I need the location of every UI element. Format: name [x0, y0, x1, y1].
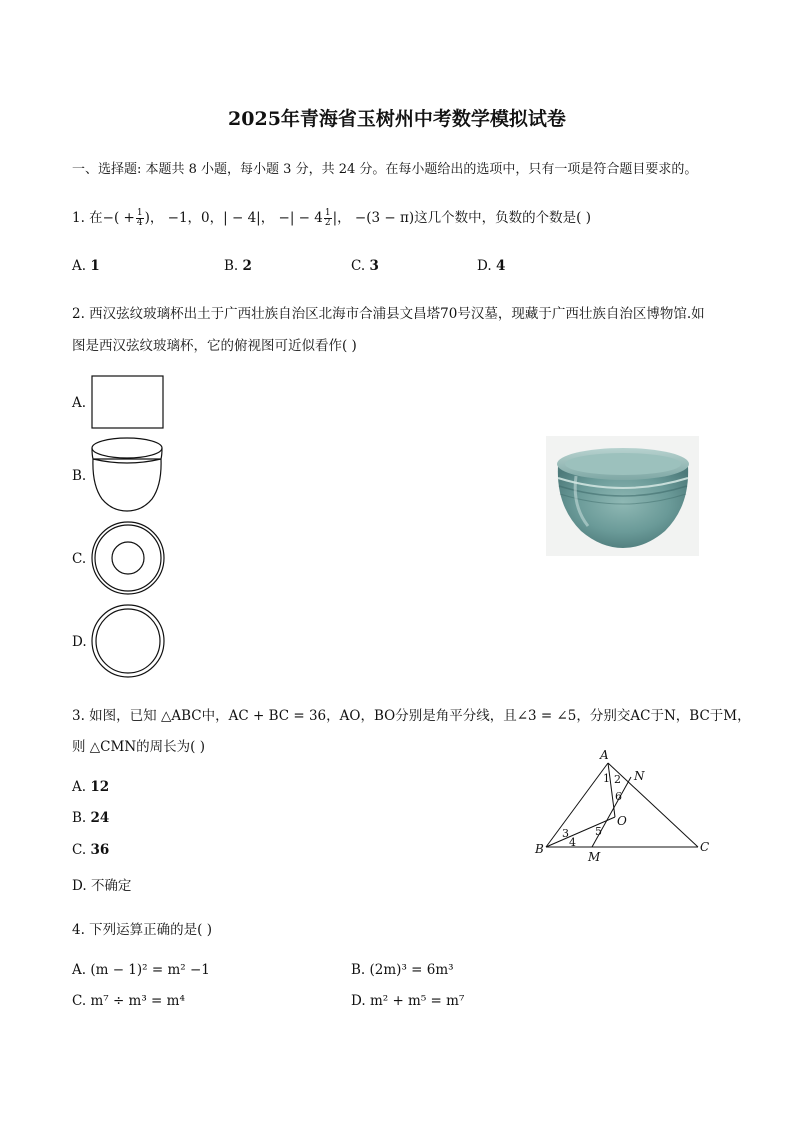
- q3-line1: 3. 如图，已知 △ABC中，AC + BC = 36，AO，BO分别是角平分线，且∠3 = ∠5，分别交AC于N，BC于M，: [72, 708, 751, 724]
- glass-bowl-photo: [546, 436, 699, 556]
- q1-option-c[interactable]: C. 3: [351, 258, 379, 274]
- q2-option-a-rectangle-figure: [91, 375, 165, 429]
- q1-fraction-1: $\frac{1}{4}$: [136, 208, 143, 228]
- angle-label-4: 4: [569, 836, 576, 849]
- q1-option-b[interactable]: B. 2: [224, 258, 252, 274]
- q4-option-c[interactable]: C. m⁷ ÷ m³ = m⁴: [72, 993, 185, 1009]
- label-n: N: [634, 769, 645, 783]
- q4-option-a[interactable]: A. (m − 1)² = m² −1: [72, 962, 210, 978]
- q4-stem: 4. 下列运算正确的是( ): [72, 922, 212, 938]
- angle-label-6: 6: [615, 790, 622, 803]
- q1-option-a[interactable]: A. 1: [72, 258, 100, 274]
- q2-option-a[interactable]: A.: [72, 395, 87, 411]
- q1-part2: )， −1，0，| − 4|， −| − 4: [144, 210, 323, 226]
- q3-option-c[interactable]: C. 36: [72, 842, 110, 858]
- q2-option-d-circles-figure: [90, 603, 166, 679]
- q3-option-a[interactable]: A. 12: [72, 779, 110, 795]
- q1-part1: −( +: [102, 210, 135, 226]
- q2-option-c-circles-figure: [90, 520, 166, 596]
- segment-bo: [546, 817, 615, 847]
- page-title: 2025年青海省玉树州中考数学模拟试卷: [228, 108, 566, 130]
- label-a: A: [600, 748, 609, 762]
- angle-label-5: 5: [595, 825, 602, 838]
- q3-option-d[interactable]: D. 不确定: [72, 878, 132, 894]
- angle-label-1: 1: [603, 772, 610, 785]
- label-b: B: [535, 842, 544, 856]
- angle-label-3: 3: [562, 827, 569, 840]
- q3-line2: 则 △CMN的周长为( ): [72, 739, 205, 755]
- q1-option-d[interactable]: D. 4: [477, 258, 506, 274]
- label-c: C: [700, 840, 710, 854]
- q1-part3: |， −(3 − π)这几个数中，负数的个数是( ): [332, 210, 591, 226]
- q1-prefix: 1. 在: [72, 210, 103, 226]
- q2-option-c[interactable]: C.: [72, 551, 87, 567]
- label-o: O: [617, 814, 627, 828]
- q2-option-d[interactable]: D.: [72, 634, 87, 650]
- angle-label-2: 2: [614, 773, 621, 786]
- q2-option-b[interactable]: B.: [72, 468, 87, 484]
- q4-option-b[interactable]: B. (2m)³ = 6m³: [351, 962, 454, 978]
- q2-option-b-bowl-figure: [90, 437, 164, 513]
- glass-bowl-drawing: [546, 436, 699, 556]
- side-ac: [608, 763, 698, 847]
- question-1: [72, 206, 591, 228]
- label-m: M: [588, 850, 601, 864]
- q4-option-d[interactable]: D. m² + m⁵ = m⁷: [351, 993, 465, 1009]
- triangle-abc-figure: [530, 745, 720, 865]
- q1-fraction-2: $\frac{1}{2}$: [324, 208, 331, 228]
- q2-line1: 2. 西汉弦纹玻璃杯出土于广西壮族自治区北海市合浦县文昌塔70号汉墓，现藏于广西壮族自治区博物馆.如: [72, 306, 705, 322]
- q3-option-b[interactable]: B. 24: [72, 810, 110, 826]
- section-heading: 一、选择题: 本题共 8 小题，每小题 3 分，共 24 分。在每小题给出的选项中，只有一项是符合题目要求的。: [72, 162, 698, 177]
- q2-line2: 图是西汉弦纹玻璃杯，它的俯视图可近似看作( ): [72, 338, 357, 354]
